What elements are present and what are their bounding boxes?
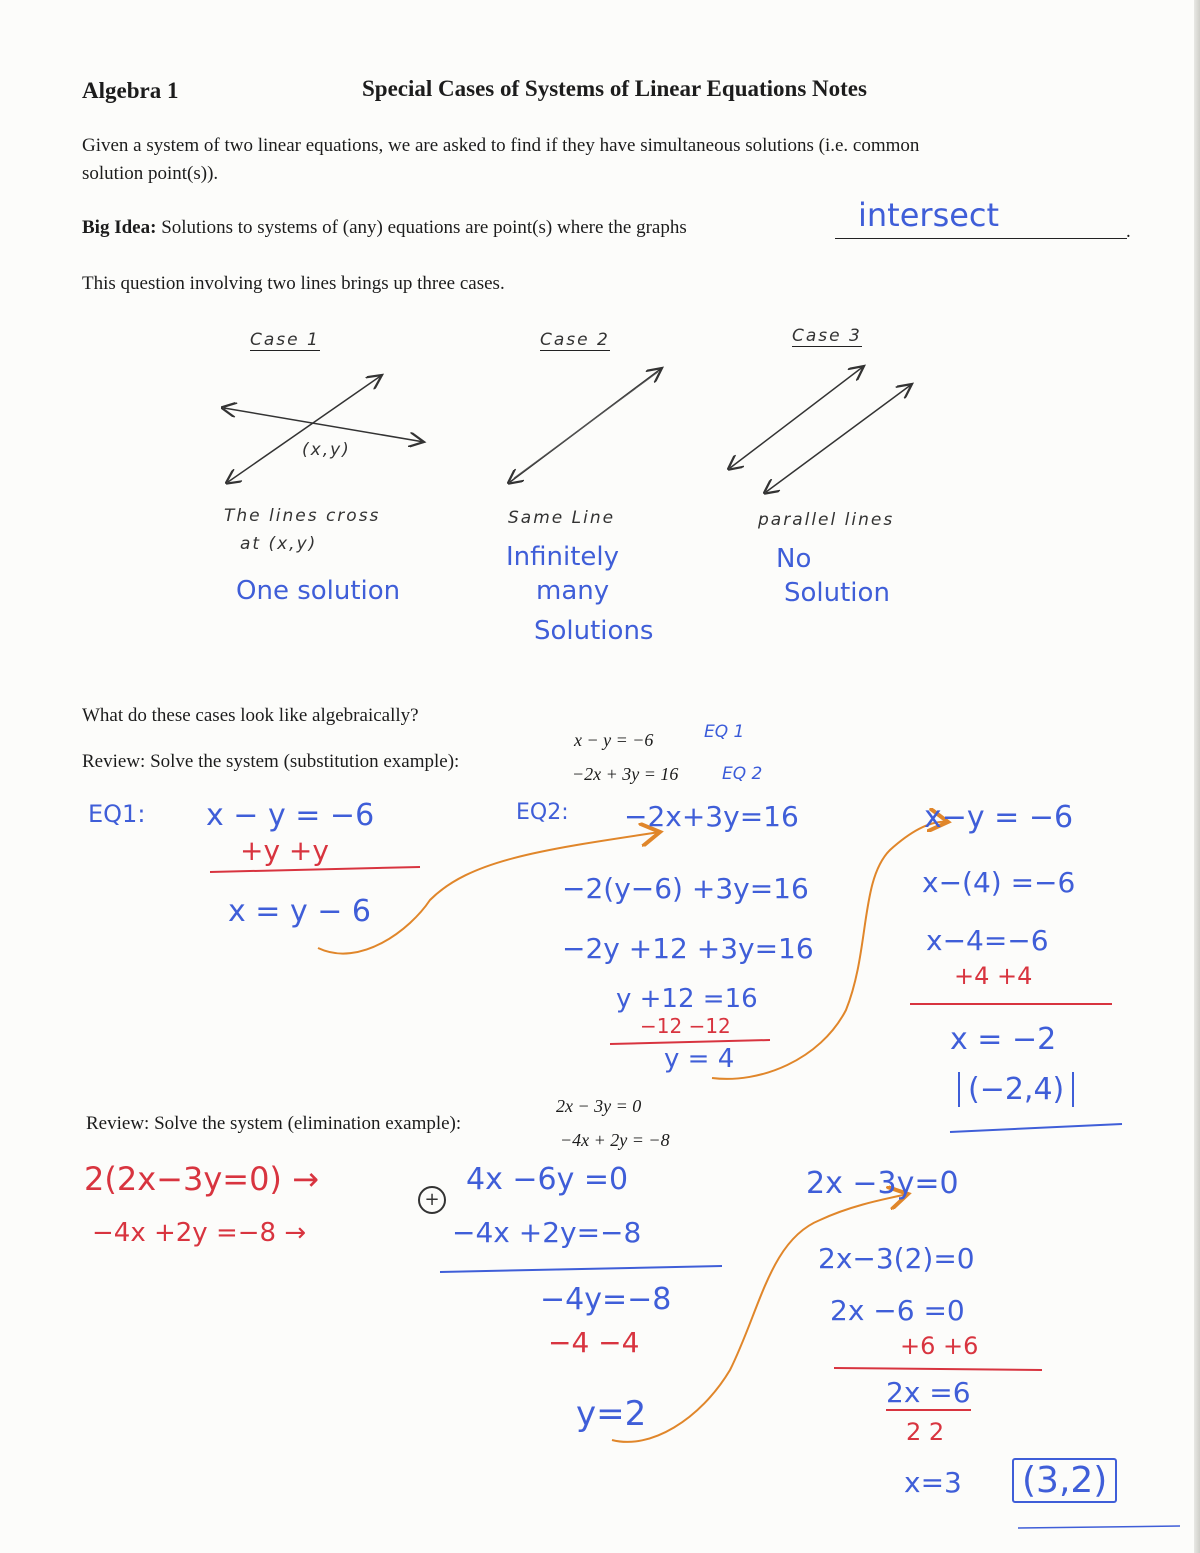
sub-eq-2: −2x + 3y = 16	[572, 764, 679, 784]
elim-left-line-2: −4x +2y =−8 →	[92, 1218, 307, 1248]
elimination-prompt: Review: Solve the system (elimination example):	[86, 1113, 462, 1134]
intro-line-1: Given a system of two linear equations, we are asked to find if they have simultaneous solutions (i.e. common	[82, 135, 920, 156]
case-2-answer-1: Infinitely	[506, 542, 620, 572]
elim-mid-line-3: −4y=−8	[540, 1282, 672, 1317]
case-2-title: Case 2	[540, 330, 610, 350]
big-idea-period: .	[1126, 221, 1131, 242]
case-2-answer-2: many	[536, 576, 610, 606]
elim-right-line-5: 2x =6	[886, 1376, 971, 1409]
case-3-title: Case 3	[792, 326, 862, 346]
elim-right-line-1: 2x −3y=0	[806, 1166, 959, 1201]
sub-mid-line-5: −12 −12	[640, 1014, 731, 1038]
case-3-line-a	[730, 366, 864, 468]
sub-right-x-result: x = −2	[950, 1022, 1057, 1057]
substitution-prompt: Review: Solve the system (substitution example):	[82, 751, 460, 772]
sub-left-label: EQ1:	[88, 800, 146, 828]
elim-mid-result: y=2	[576, 1394, 647, 1434]
case-3-desc: parallel lines	[758, 510, 895, 530]
sub-eq-1-tag: EQ 1	[704, 722, 745, 742]
addition-circle-icon: +	[418, 1186, 446, 1214]
case-1-answer: One solution	[236, 576, 401, 606]
sub-left-line-1: x − y = −6	[206, 798, 375, 833]
intro-line-2: solution point(s)).	[82, 163, 219, 184]
case-1-line-a	[228, 375, 382, 482]
big-idea-text: Solutions to systems of (any) equations are point(s) where the graphs	[161, 217, 687, 238]
sub-solution-point: (−2,4)	[958, 1072, 1074, 1107]
elim-right-line-3: 2x −6 =0	[830, 1294, 965, 1327]
course-title: Algebra 1	[82, 78, 179, 103]
sub-left-line-2: +y +y	[240, 834, 329, 867]
elim-eq-1: 2x − 3y = 0	[556, 1096, 642, 1116]
sub-mid-result: y = 4	[664, 1044, 735, 1074]
case-1-desc-2: at (x,y)	[240, 534, 318, 554]
case-1-line-b	[224, 408, 424, 442]
sub-right-line-3: x−4=−6	[926, 924, 1049, 957]
big-idea-label: Big Idea:	[82, 217, 157, 238]
case-3-line-b	[766, 384, 912, 492]
elim-mid-line-4: −4 −4	[548, 1326, 640, 1359]
case-3-answer-1: No	[776, 544, 812, 574]
cases-intro: This question involving two lines brings up three cases.	[82, 273, 505, 294]
page-title: Special Cases of Systems of Linear Equations Notes	[362, 76, 867, 101]
elim-right-line-6: 2 2	[906, 1418, 945, 1446]
case-2-desc: Same Line	[508, 508, 616, 528]
case-1-desc-1: The lines cross	[224, 506, 381, 526]
elim-eq-2: −4x + 2y = −8	[560, 1130, 670, 1150]
sub-right-line-2: x−(4) =−6	[922, 866, 1076, 899]
elim-solution-point: (3,2)	[1012, 1458, 1117, 1503]
elim-mid-line-2: −4x +2y=−8	[452, 1216, 642, 1249]
elim-right-line-2: 2x−3(2)=0	[818, 1242, 975, 1275]
algebraic-question: What do these cases look like algebraically?	[82, 705, 419, 726]
case-3-answer-2: Solution	[784, 578, 890, 608]
sub-mid-line-4: y +12 =16	[616, 984, 758, 1014]
elim-left-line-1: 2(2x−3y=0) →	[84, 1160, 319, 1198]
sub-mid-line-2: −2(y−6) +3y=16	[562, 872, 809, 905]
case-2-answer-3: Solutions	[534, 616, 654, 646]
sub-mid-line-3: −2y +12 +3y=16	[562, 932, 814, 965]
sub-eq-2-tag: EQ 2	[722, 764, 763, 784]
elim-right-x-result: x=3	[904, 1466, 962, 1499]
big-idea-answer: intersect	[858, 196, 1000, 234]
sub-left-line-3: x = y − 6	[228, 894, 372, 929]
elim-mid-line-1: 4x −6y =0	[466, 1162, 629, 1197]
sub-right-line-4: +4 +4	[954, 962, 1033, 990]
sub-mid-label: EQ2:	[516, 800, 569, 825]
sub-mid-line-1: −2x+3y=16	[624, 800, 799, 833]
sub-right-line-1: x−y = −6	[924, 800, 1074, 835]
elim-right-line-4: +6 +6	[900, 1332, 979, 1360]
case-1-title: Case 1	[250, 330, 320, 350]
case-1-point-label: (x,y)	[302, 440, 351, 460]
sub-eq-1: x − y = −6	[574, 730, 654, 750]
